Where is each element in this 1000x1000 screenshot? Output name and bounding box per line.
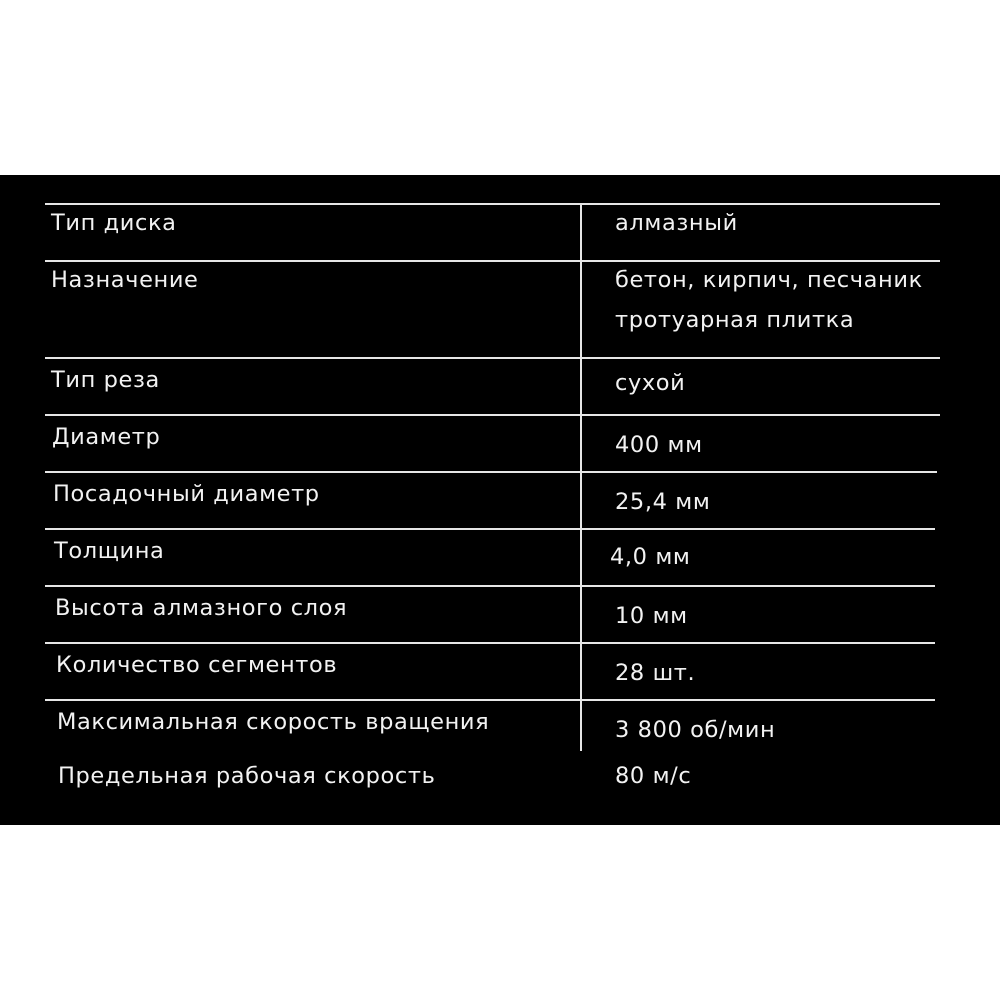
spec-panel: [0, 175, 1000, 825]
spec-value: 28 шт.: [615, 660, 696, 686]
spec-value: сухой: [615, 370, 686, 396]
spec-value: алмазный: [615, 210, 738, 236]
spec-name: Количество сегментов: [56, 652, 338, 678]
spec-name: Тип реза: [51, 367, 160, 393]
row-divider: [45, 414, 940, 416]
row-divider: [45, 585, 935, 587]
row-divider: [45, 357, 940, 359]
row-divider: [45, 528, 935, 530]
row-divider: [45, 203, 940, 205]
spec-name: Максимальная скорость вращения: [57, 709, 490, 735]
spec-table: [45, 203, 940, 823]
spec-name: Толщина: [54, 538, 165, 564]
spec-value: 400 мм: [615, 432, 703, 458]
spec-name: Предельная рабочая скорость: [58, 763, 436, 789]
spec-name: Назначение: [51, 267, 199, 293]
spec-value: 80 м/с: [615, 763, 692, 789]
spec-name: Тип диска: [51, 210, 177, 236]
spec-value: 4,0 мм: [610, 544, 691, 570]
row-divider: [45, 699, 935, 701]
spec-value: бетон, кирпич, песчаник: [615, 267, 923, 293]
row-divider: [45, 471, 937, 473]
spec-name: Высота алмазного слоя: [55, 595, 348, 621]
spec-name: Диаметр: [52, 424, 161, 450]
spec-value: тротуарная плитка: [615, 307, 855, 333]
spec-value: 25,4 мм: [615, 489, 711, 515]
spec-value: 3 800 об/мин: [615, 717, 776, 743]
spec-name: Посадочный диаметр: [53, 481, 320, 507]
spec-value: 10 мм: [615, 603, 688, 629]
column-divider: [580, 203, 582, 751]
row-divider: [45, 642, 935, 644]
